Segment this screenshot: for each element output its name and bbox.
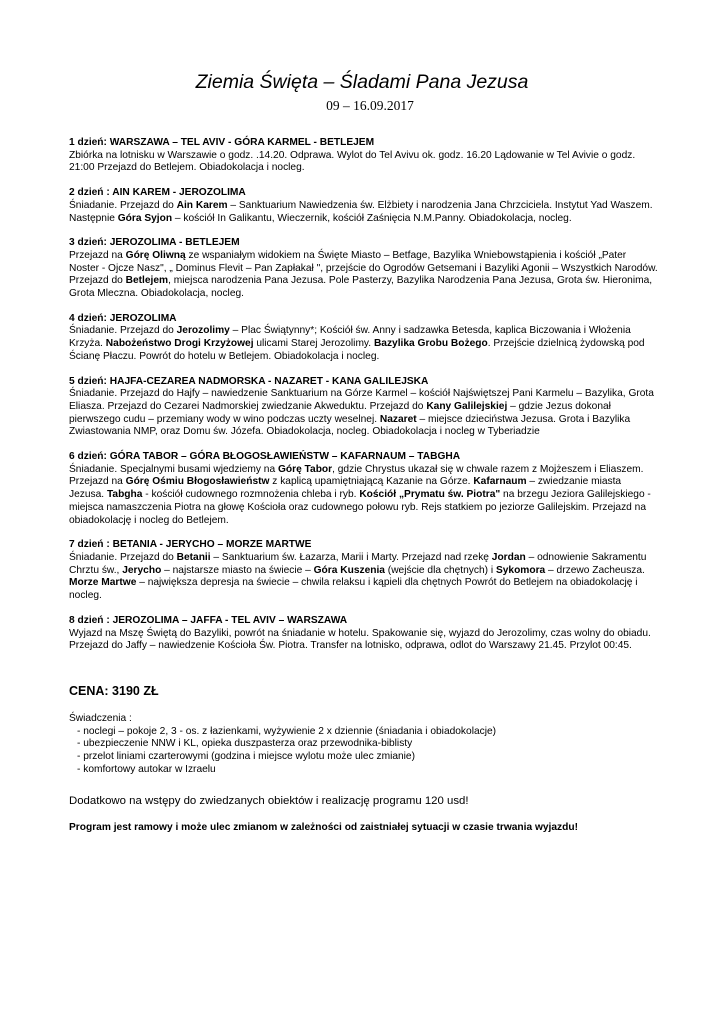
description-text: – zwiedzanie miasta Jezusa. xyxy=(69,476,622,501)
description-text: (wejście dla chętnych) i xyxy=(384,564,496,576)
description-text: ulicami Starej Jerozolimy. xyxy=(253,338,374,350)
highlighted-place: Betlejem xyxy=(125,275,169,287)
description-text: Przejazd na xyxy=(69,249,126,261)
day-description xyxy=(69,388,659,439)
day-title: 8 dzień : JEROZOLIMA – JAFFA - TEL AVIV – WARSZAWA xyxy=(69,614,348,626)
day-description xyxy=(69,628,659,653)
highlighted-place: Jerozolimy xyxy=(176,325,230,337)
description-text: , gdzie Chrystus ukazał się w chwale razem z Mojżeszem i Eliaszem. Przejazd na xyxy=(69,463,644,488)
description-text: z kaplicą upamiętniającą Kazanie na Górze. xyxy=(269,476,474,488)
day-title: 2 dzień : AIN KAREM - JEROZOLIMA xyxy=(69,187,246,199)
itinerary-content xyxy=(69,137,659,835)
services-label: Świadczenia : xyxy=(69,712,132,724)
description-text: – drzewo Zacheusza. xyxy=(545,564,645,576)
description-text: ze wspaniałym widokiem na Święte Miasto – Betfage, Bazylika Wniebowstąpienia i kościół „Pater Noster - Ojcze Nasz", „ Dominus Flevit – Pan Zapłakał ", przejście do Ogrodów Getsemani i Bazyliki Agonii – Wszystkich Narodów. Przejazd do xyxy=(69,249,658,287)
day-title: 3 dzień: JEROZOLIMA - BETLEJEM xyxy=(69,237,240,249)
day-description xyxy=(69,250,659,301)
highlighted-place: Tabgha xyxy=(106,489,143,501)
description-text: Śniadanie. Przejazd do Hajfy – nawiedzenie Sanktuarium na Górze Karmel – kościół Najświętszej Pani Karmelu – Bazylika, Grota Eliasza. Przejazd do Cezarei Nadmorskiej zwiedzanie Akweduktu. Przejazd do xyxy=(69,388,654,412)
day-section xyxy=(69,237,659,301)
program-note: Program jest ramowy i może ulec zmianom w zależności od zaistniałej sytuacji w czasie trwania wyjazdu! xyxy=(69,822,578,834)
day-title: 1 dzień: WARSZAWA – TEL AVIV - GÓRA KARMEL - BETLEJEM xyxy=(69,137,375,148)
trip-dates: 09 – 16.09.2017 xyxy=(326,98,414,113)
service-item: - ubezpieczenie NNW i KL, opieka duszpasterza oraz przewodnika-biblisty xyxy=(77,738,413,750)
description-text: – kościół In Galikantu, Wieczernik, kościół Zaśnięcia N.M.Panny. Obiadokolacja, nocleg. xyxy=(172,212,572,224)
day-section xyxy=(69,376,659,440)
description-text: Śniadanie. Specjalnymi busami wjedziemy na xyxy=(69,463,278,475)
highlighted-place: Górę Tabor xyxy=(277,463,333,475)
highlighted-place: Ain Karem xyxy=(176,199,228,211)
day-description xyxy=(69,464,659,528)
description-text: , miejsca narodzenia Pana Jezusa. Pole Pasterzy, Bazylika Narodzenia Pana Jezusa, Grota św. Hieronima, Grota Mleczna. Obiadokolacja, nocleg. xyxy=(69,275,653,300)
highlighted-place: Betanii xyxy=(176,551,211,563)
highlighted-place: Górę Ośmiu Błogosławieństw xyxy=(125,476,270,488)
day-section xyxy=(69,539,659,603)
highlighted-place: Jordan xyxy=(491,551,526,563)
extra-costs: Dodatkowo na wstępy do zwiedzanych obiektów i realizację programu 120 usd! xyxy=(69,795,469,808)
day-title: 6 dzień: GÓRA TABOR – GÓRA BŁOGOSŁAWIEŃSTW – KAFARNAUM – TABGHA xyxy=(69,451,461,463)
description-text: Wyjazd na Mszę Świętą do Bazyliki, powrót na śniadanie w hotelu. Spakowanie się, wyjazd do Jerozolimy, czas wolny do obiadu. Przejazd do Jaffy – nawiedzenie Kościoła Św. Piotra. Transfer na lotnisko, odprawa, odlot do Warszawy 21.45. Przylot 00:45. xyxy=(69,627,651,652)
highlighted-place: Góra Kuszenia xyxy=(313,564,385,576)
day-title: 5 dzień: HAJFA-CEZAREA NADMORSKA - NAZARET - KANA GALILEJSKA xyxy=(69,375,429,387)
description-text: - kościół cudownego rozmnożenia chleba i ryb. xyxy=(142,489,360,501)
day-title: 4 dzień: JEROZOLIMA xyxy=(69,312,177,324)
service-item: - przelot liniami czarterowymi (godzina i miejsce wylotu może ulec zmianie) xyxy=(77,751,415,763)
highlighted-place: Jerycho xyxy=(122,564,162,576)
highlighted-place: Morze Martwe xyxy=(69,577,137,589)
description-text: na brzegu Jeziora Galilejskiego - miejsca namaszczenia Piotra na głowę Kościoła oraz cudownego połowu ryb. Rejs statkiem po jeziorze Galilejskim. Przejazd na obiadokolację i nocleg do Betlejem. xyxy=(69,489,651,526)
description-text: Śniadanie. Przejazd do xyxy=(69,325,177,337)
service-item: - noclegi – pokoje 2, 3 - os. z łazienkami, wyżywienie 2 x dziennie (śniadania i obiadokolacje) xyxy=(77,725,497,737)
description-text: – Plac Świątynny*; Kościół św. Anny i sadzawka Betesda, kaplica Biczowania i Włożenia Krzyża. xyxy=(69,325,631,350)
description-text: – Sanktuarium Nawiedzenia św. Elżbiety i narodzenia Jana Chrzciciela. Instytut Yad Waszem. Następnie xyxy=(69,199,653,224)
description-text: – największa depresja na świecie – chwila relaksu i kąpieli dla chętnych Powrót do Betlejem na obiadokolację i nocleg. xyxy=(69,577,638,602)
description-text: Zbiórka na lotnisku w Warszawie o godz. .14.20. Odprawa. Wylot do Tel Avivu ok. godz. 16.20 Lądowanie w Tel Avivie o godz. 21:00 Przejazd do Betlejem. Obiadokolacja i nocleg. xyxy=(69,149,636,174)
day-description xyxy=(69,150,659,175)
day-description xyxy=(69,200,659,225)
description-text: – Sanktuarium św. Łazarza, Marii i Marty. Przejazd nad rzekę xyxy=(210,551,492,563)
highlighted-place: Bazylika Grobu Bożego xyxy=(373,338,488,350)
price: CENA: 3190 ZŁ xyxy=(69,683,159,698)
service-item: - komfortowy autokar w Izraelu xyxy=(77,763,216,775)
day-title: 7 dzień : BETANIA - JERYCHO – MORZE MARTWE xyxy=(69,539,312,551)
day-section xyxy=(69,451,659,527)
highlighted-place: Górę Oliwną xyxy=(125,249,186,261)
description-text: – miejsce dzieciństwa Jezusa. Grota i Bazylika Zwiastowania NMP, oraz Domu św. Józefa. Obiadokolacja, nocleg. Obiadokolacja i nocleg w Tyberiadzie xyxy=(69,413,631,438)
document-title: Ziemia Święta – Śladami Pana Jezusa xyxy=(195,71,529,93)
day-section xyxy=(69,615,659,653)
highlighted-place: Kościół „Prymatu św. Piotra" xyxy=(359,489,501,501)
day-section xyxy=(69,137,659,175)
description-text: . Przejście dzielnicą żydowską pod Ścianę Płaczu. Powrót do hotelu w Betlejem. Obiadokolacja i nocleg. xyxy=(69,338,645,362)
day-list xyxy=(69,137,659,653)
day-section xyxy=(69,187,659,225)
highlighted-place: Sykomora xyxy=(495,564,546,576)
highlighted-place: Nazaret xyxy=(379,413,417,425)
description-text: Śniadanie. Przejazd do xyxy=(69,551,177,563)
day-section xyxy=(69,313,659,364)
highlighted-place: Kafarnaum xyxy=(473,476,527,488)
description-text: Śniadanie. Przejazd do xyxy=(69,199,177,211)
highlighted-place: Nabożeństwo Drogi Krzyżowej xyxy=(105,338,254,350)
day-description xyxy=(69,552,659,603)
day-description xyxy=(69,325,659,363)
services-list xyxy=(77,726,659,777)
highlighted-place: Kany Galilejskiej xyxy=(426,400,508,412)
highlighted-place: Góra Syjon xyxy=(117,212,173,224)
description-text: – odnowienie Sakramentu Chrztu św., xyxy=(69,551,647,576)
description-text: – gdzie Jezus dokonał pierwszego cudu – przemiany wody w wino podczas uczty weselnej. xyxy=(69,400,611,425)
description-text: – najstarsze miasto na świecie – xyxy=(161,564,314,576)
